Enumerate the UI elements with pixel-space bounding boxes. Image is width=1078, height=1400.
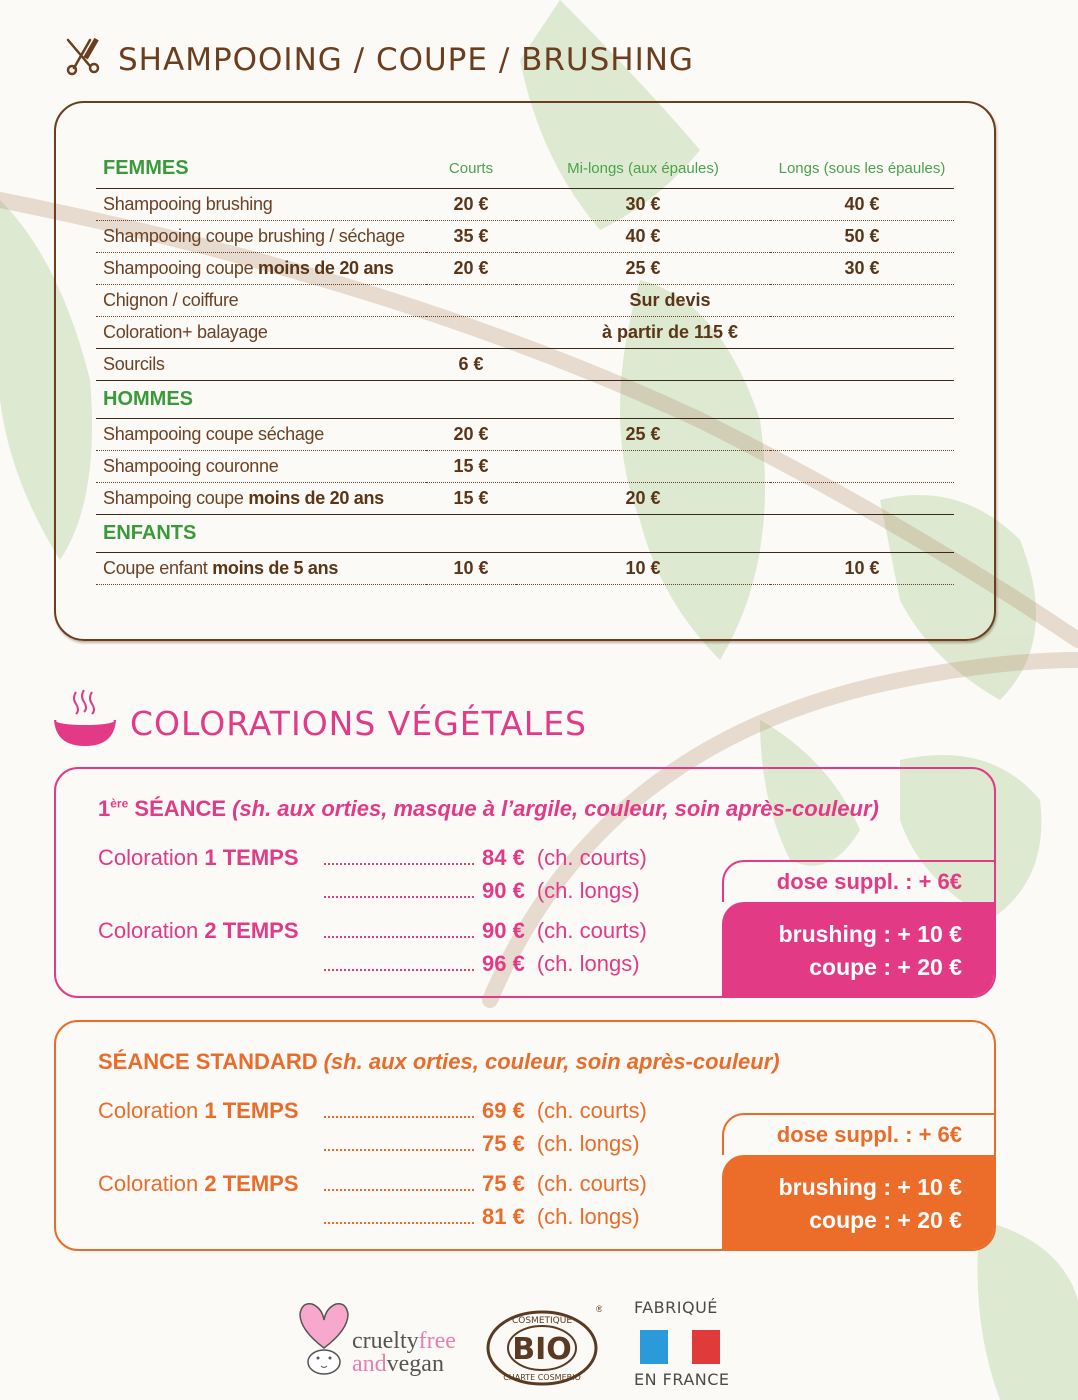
scissors-comb-icon [62, 36, 106, 84]
service-label: Coupe enfant moins de 5 ans [96, 552, 426, 584]
certification-logos [290, 1296, 740, 1392]
service-label: Shampooing coupe séchage [96, 418, 426, 450]
price-mi-longs: 25 € [516, 252, 770, 284]
dot-leader [324, 1137, 474, 1151]
service-label: Shampooing coupe brushing / séchage [96, 220, 426, 252]
category-row-femmes [96, 150, 954, 188]
extra-coupe: coupe : + 20 € [809, 1207, 962, 1233]
service-label: Shampooing brushing [96, 188, 426, 220]
logo-cruelty-free-vegan [294, 1300, 464, 1380]
price-courts: 20 € [426, 418, 516, 450]
coloration-line: Coloration 2 TEMPS 75 € (ch. courts) [98, 1171, 647, 1196]
service-label: Sourcils [96, 348, 426, 380]
coloration-line: Coloration 1 TEMPS 84 € (ch. courts) [98, 845, 647, 870]
table-row [96, 348, 954, 380]
column-header-longs: Longs (sous les épaules) [770, 150, 954, 188]
extra-dose-label: dose suppl. : + 6€ [722, 1113, 996, 1155]
coloration-box-first-session [54, 767, 996, 998]
price-courts: 35 € [426, 220, 516, 252]
service-label: Coloration+ balayage [96, 316, 426, 348]
coloration-line: 96 € (ch. longs) [98, 951, 640, 977]
price-courts: 15 € [426, 482, 516, 514]
section-title-shampooing [62, 36, 694, 84]
logo-cosmetique-bio [486, 1304, 602, 1386]
dot-leader [324, 1104, 474, 1118]
price-courts: 20 € [426, 188, 516, 220]
price-mi-longs: 30 € [516, 188, 770, 220]
price-mi-longs: 25 € [516, 418, 770, 450]
cruelty-free-text: crueltyfree andvegan [352, 1328, 456, 1377]
french-flag-icon [640, 1330, 720, 1364]
table-row [96, 220, 954, 252]
price-longs: 10 € [770, 552, 954, 584]
price-mi-longs: 10 € [516, 552, 770, 584]
price-courts: 20 € [426, 252, 516, 284]
price-on-quote: Sur devis [426, 284, 954, 316]
extra-brushing: brushing : + 10 € [778, 1174, 962, 1200]
table-row [96, 482, 954, 514]
section-title-text: SHAMPOOING / COUPE / BRUSHING [118, 42, 694, 78]
price-from: à partir de 115 € [426, 316, 954, 348]
logo-fabrique-en-france: FABRIQUÉ EN FRANCE [634, 1298, 730, 1389]
dot-leader [324, 924, 474, 938]
bunny-heart-icon [294, 1300, 354, 1380]
extra-dose-label: dose suppl. : + 6€ [722, 860, 996, 902]
svg-text:®: ® [596, 1304, 602, 1314]
extra-services [722, 902, 996, 998]
dot-leader [324, 1210, 474, 1224]
column-header-mi-longs: Mi-longs (aux épaules) [516, 150, 770, 188]
price-courts: 10 € [426, 552, 516, 584]
service-label: Chignon / coiffure [96, 284, 426, 316]
table-row [96, 450, 954, 482]
extra-services [722, 1155, 996, 1251]
svg-text:COSMETIQUE: COSMETIQUE [511, 1316, 573, 1326]
session-heading: 1ère SÉANCE (sh. aux orties, masque à l’argile, couleur, soin après-couleur) [98, 796, 879, 821]
category-label: FEMMES [96, 150, 426, 188]
section-title-text: COLORATIONS VÉGÉTALES [130, 703, 587, 743]
coloration-line: 81 € (ch. longs) [98, 1204, 640, 1230]
svg-text:BIO: BIO [512, 1332, 572, 1367]
dot-leader [324, 957, 474, 971]
column-header-courts: Courts [426, 150, 516, 188]
category-label: ENFANTS [96, 514, 426, 552]
coloration-line: 90 € (ch. longs) [98, 878, 640, 904]
price-longs: 50 € [770, 220, 954, 252]
dot-leader [324, 1177, 474, 1191]
price-table [96, 150, 954, 585]
price-courts: 15 € [426, 450, 516, 482]
dot-leader [324, 884, 474, 898]
price-longs: 40 € [770, 188, 954, 220]
coloration-line: 75 € (ch. longs) [98, 1131, 640, 1157]
coloration-line: Coloration 2 TEMPS 90 € (ch. courts) [98, 918, 647, 943]
extra-brushing: brushing : + 10 € [778, 921, 962, 947]
coloration-line: Coloration 1 TEMPS 69 € (ch. courts) [98, 1098, 647, 1123]
price-mi-longs: 20 € [516, 482, 770, 514]
price-mi-longs: 40 € [516, 220, 770, 252]
service-label: Shampooing couronne [96, 450, 426, 482]
price-courts: 6 € [426, 348, 516, 380]
category-row-enfants [96, 514, 954, 552]
dot-leader [324, 851, 474, 865]
service-label: Shampooing coupe moins de 20 ans [96, 252, 426, 284]
table-row [96, 284, 954, 316]
section-title-colorations [52, 688, 587, 758]
table-row [96, 418, 954, 450]
service-label: Shampoing coupe moins de 20 ans [96, 482, 426, 514]
price-longs: 30 € [770, 252, 954, 284]
category-row-hommes [96, 380, 954, 418]
extra-coupe: coupe : + 20 € [809, 954, 962, 980]
table-row [96, 252, 954, 284]
table-row [96, 552, 954, 584]
table-row [96, 188, 954, 220]
table-row [96, 316, 954, 348]
steaming-bowl-icon [52, 688, 118, 758]
svg-text:CHARTE COSMEBIO: CHARTE COSMEBIO [503, 1373, 581, 1382]
session-heading: SÉANCE STANDARD (sh. aux orties, couleur, soin après-couleur) [98, 1049, 780, 1074]
coloration-box-standard-session [54, 1020, 996, 1251]
category-label: HOMMES [96, 380, 426, 418]
